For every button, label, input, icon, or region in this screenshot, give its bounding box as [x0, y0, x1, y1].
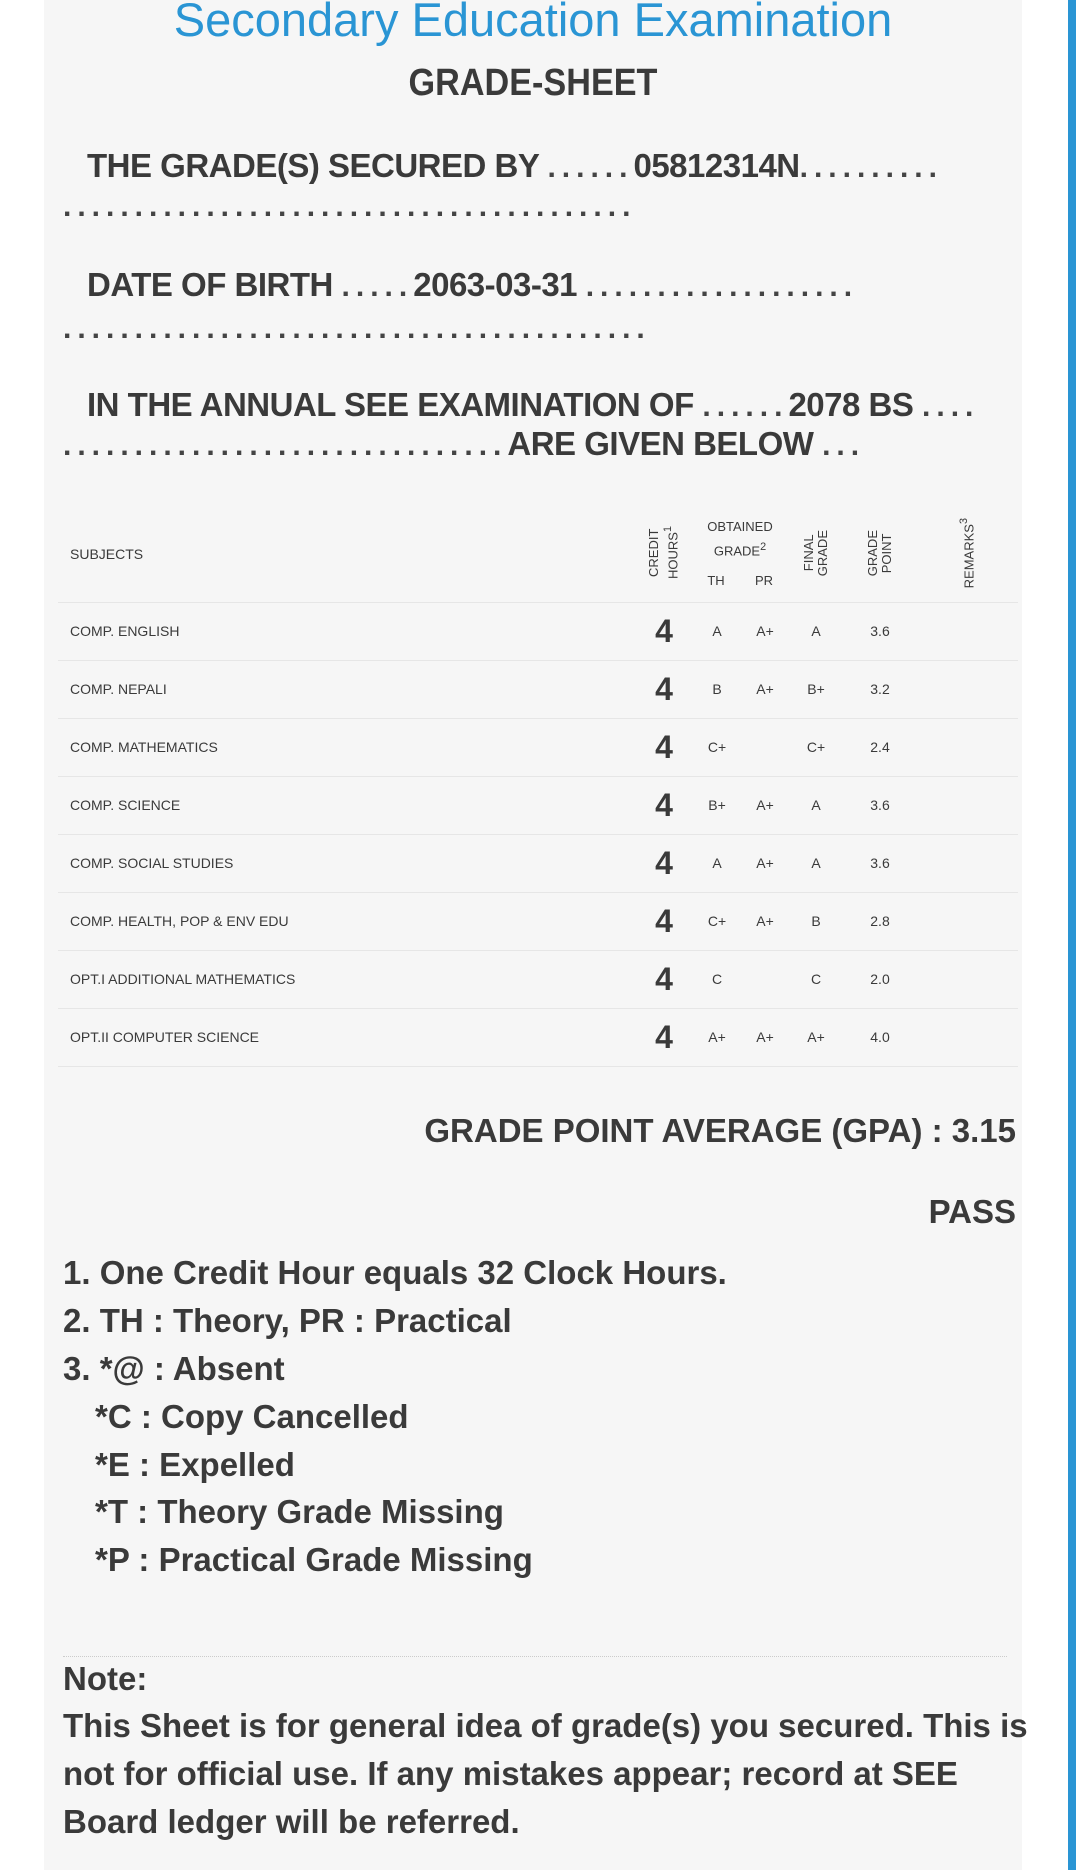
gp-cell: 3.6 — [844, 776, 916, 834]
table-row — [58, 718, 1018, 776]
gp-cell: 3.6 — [844, 834, 916, 892]
note-heading: Note: — [63, 1660, 148, 1697]
remarks-cell — [916, 776, 1018, 834]
subjects-header: SUBJECTS — [58, 507, 636, 602]
given-below-line: ...............................ARE GIVEN BELOW ... — [63, 425, 866, 462]
dob-line: DATE OF BIRTH .....2063-03-31 ................... — [87, 266, 859, 303]
final-cell: A — [788, 776, 844, 834]
final-cell: A — [788, 834, 844, 892]
grade-sheet-heading: GRADE-SHEET — [408, 62, 658, 104]
th-cell: C+ — [692, 718, 742, 776]
remarks-cell — [916, 892, 1018, 950]
subject-cell: COMP. HEALTH, POP & ENV EDU — [58, 892, 636, 950]
table-row — [58, 950, 1018, 1008]
remarks-header: REMARKS$^3$ — [916, 507, 1018, 602]
remarks-cell — [916, 950, 1018, 1008]
grades-table — [58, 507, 1018, 1067]
subject-cell: COMP. MATHEMATICS — [58, 718, 636, 776]
dotted-line: ......................................... — [63, 312, 651, 345]
remarks-cell — [916, 834, 1018, 892]
credit-cell: 4 — [636, 892, 692, 950]
remarks-cell — [916, 718, 1018, 776]
note-line: not for official use. If any mistakes appear; record at SEE — [63, 1755, 958, 1792]
gp-cell: 4.0 — [844, 1008, 916, 1066]
exam-title: Secondary Education Examination — [173, 0, 893, 46]
table-row — [58, 834, 1018, 892]
pr-cell: A+ — [742, 892, 788, 950]
legend-item: 3. *@ : Absent — [63, 1350, 285, 1387]
legend-item: *P : Practical Grade Missing — [95, 1541, 533, 1578]
table-row — [58, 892, 1018, 950]
result-status: PASS — [928, 1193, 1016, 1230]
gp-cell: 2.4 — [844, 718, 916, 776]
subject-cell: COMP. NEPALI — [58, 660, 636, 718]
subject-cell: OPT.I ADDITIONAL MATHEMATICS — [58, 950, 636, 1008]
final-cell: A — [788, 602, 844, 660]
pr-header: PR — [754, 573, 774, 589]
subject-cell: COMP. SOCIAL STUDIES — [58, 834, 636, 892]
credit-cell: 4 — [636, 950, 692, 1008]
date-of-birth: 2063-03-31 — [413, 266, 578, 303]
pr-cell: A+ — [742, 834, 788, 892]
remarks-cell — [916, 660, 1018, 718]
pr-cell — [742, 718, 788, 776]
th-cell: C+ — [692, 892, 742, 950]
th-cell: A — [692, 602, 742, 660]
table-row — [58, 776, 1018, 834]
th-cell: A+ — [692, 1008, 742, 1066]
subject-cell: COMP. SCIENCE — [58, 776, 636, 834]
table-row — [58, 1008, 1018, 1066]
th-cell: B+ — [692, 776, 742, 834]
credit-cell: 4 — [636, 660, 692, 718]
final-cell: B — [788, 892, 844, 950]
th-cell: B — [692, 660, 742, 718]
note-line: Board ledger will be referred. — [63, 1803, 520, 1840]
pr-cell: A+ — [742, 602, 788, 660]
final-grade-header: FINAL GRADE — [788, 507, 844, 602]
gp-cell: 2.8 — [844, 892, 916, 950]
credit-cell: 4 — [636, 834, 692, 892]
exam-year: 2078 BS — [788, 386, 914, 423]
divider — [63, 1656, 1007, 1657]
dotted-line: ........................................ — [63, 190, 637, 223]
gpa: GRADE POINT AVERAGE (GPA) : 3.15 — [424, 1112, 1016, 1149]
obtained-grade-header: OBTAINED GRADE$^2$ TH PR — [692, 507, 788, 602]
legend-item: 2. TH : Theory, PR : Practical — [63, 1302, 512, 1339]
final-cell: C+ — [788, 718, 844, 776]
subject-cell: OPT.II COMPUTER SCIENCE — [58, 1008, 636, 1066]
credit-cell: 4 — [636, 602, 692, 660]
legend-item: *C : Copy Cancelled — [95, 1398, 409, 1435]
legend-item: *T : Theory Grade Missing — [95, 1493, 504, 1530]
gp-cell: 2.0 — [844, 950, 916, 1008]
credit-cell: 4 — [636, 718, 692, 776]
pr-cell: A+ — [742, 776, 788, 834]
symbol-number: 05812314N — [633, 147, 800, 184]
table-row — [58, 602, 1018, 660]
pr-cell: A+ — [742, 660, 788, 718]
final-cell: A+ — [788, 1008, 844, 1066]
table-row — [58, 660, 1018, 718]
legend-item: 1. One Credit Hour equals 32 Clock Hours. — [63, 1254, 727, 1291]
gp-cell: 3.2 — [844, 660, 916, 718]
credit-cell: 4 — [636, 776, 692, 834]
table-header — [58, 507, 1018, 602]
exam-line: IN THE ANNUAL SEE EXAMINATION OF ......2078 BS .... — [87, 386, 980, 423]
note-line: This Sheet is for general idea of grade(s) you secured. This is — [63, 1707, 1028, 1744]
credit-cell: 4 — [636, 1008, 692, 1066]
legend-item: *E : Expelled — [95, 1446, 295, 1483]
gp-cell: 3.6 — [844, 602, 916, 660]
subject-cell: COMP. ENGLISH — [58, 602, 636, 660]
grade-point-header: GRADE POINT — [844, 507, 916, 602]
scrollbar[interactable] — [1068, 0, 1076, 1870]
th-cell: A — [692, 834, 742, 892]
pr-cell — [742, 950, 788, 1008]
th-cell: C — [692, 950, 742, 1008]
remarks-cell — [916, 1008, 1018, 1066]
credit-hours-header: CREDIT HOURS$^1$ — [636, 507, 692, 602]
final-cell: B+ — [788, 660, 844, 718]
remarks-cell — [916, 602, 1018, 660]
secured-by-line: THE GRADE(S) SECURED BY ......05812314N.......... — [87, 147, 943, 184]
final-cell: C — [788, 950, 844, 1008]
th-header: TH — [707, 573, 725, 589]
pr-cell: A+ — [742, 1008, 788, 1066]
